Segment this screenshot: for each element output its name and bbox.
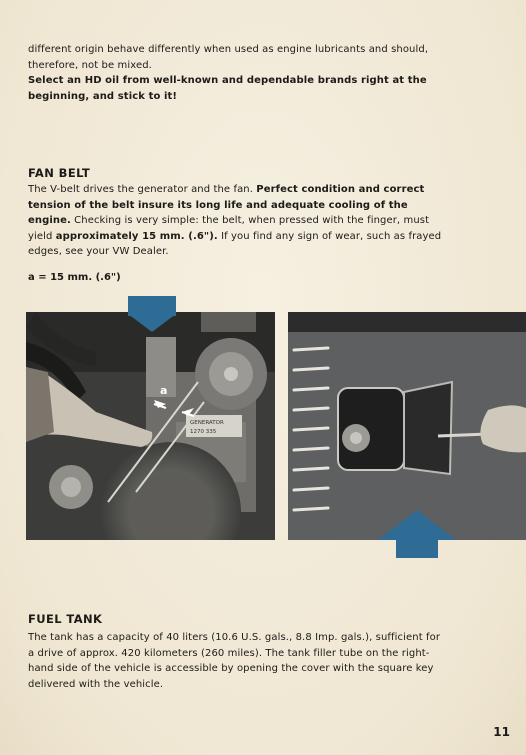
fan-belt-paragraph — [28, 182, 442, 260]
fan-belt-text-c: Checking is very simple: the belt, when pressed with the finger, must yield — [28, 215, 430, 242]
fuel-tank-paragraph: The tank has a capacity of 40 liters (10.6 U.S. gals., 8.8 Imp. gals.), sufficient for a drive of approx. 420 kilometers (260 miles). The tank filler tube on the right-hand side of the vehicle is accessible by opening the cover with the square key delivered with the vehicle. — [28, 632, 441, 690]
intro-bold-advice: Select an HD oil from well-known and dependable brands right at the beginning, and stick to it! — [28, 75, 427, 102]
fan-belt-text-bold-2: approximately 15 mm. (.6"). — [55, 230, 218, 242]
fuel-tank-heading: FUEL TANK — [28, 612, 103, 626]
hand-with-key — [480, 405, 526, 452]
intro-paragraph — [28, 42, 442, 104]
fan-belt-photo — [26, 312, 275, 540]
fan-belt-text-bold-1: Perfect condition and correct tension of the belt insure its long life and adequate cooling of the engine. — [28, 184, 425, 226]
fan-belt-heading: FAN BELT — [28, 166, 91, 180]
fuel-filler-illustration — [288, 312, 526, 540]
fan-belt-text-e: If you find any sign of wear, such as frayed edges, see your VW Dealer. — [28, 230, 442, 257]
blue-up-arrow-marker — [378, 510, 456, 558]
plate-line-2: 1270 335 — [190, 429, 217, 435]
blue-down-arrow-marker — [128, 296, 176, 332]
deflection-label: a — [160, 384, 168, 397]
fan-belt-text-a: The V-belt drives the generator and the fan. — [28, 184, 257, 195]
intro-line-1: different origin behave differently when used as engine lubricants and should, — [28, 44, 429, 55]
filler-cover — [404, 382, 452, 474]
fuel-tank-photo — [288, 312, 526, 540]
belt-deflection-formula: a = 15 mm. (.6") — [28, 272, 121, 283]
page-number: 11 — [493, 725, 510, 739]
intro-line-2: therefore, not be mixed. — [28, 59, 152, 71]
plate-line-1: GENERATOR — [190, 420, 224, 426]
engine-illustration — [26, 312, 275, 540]
